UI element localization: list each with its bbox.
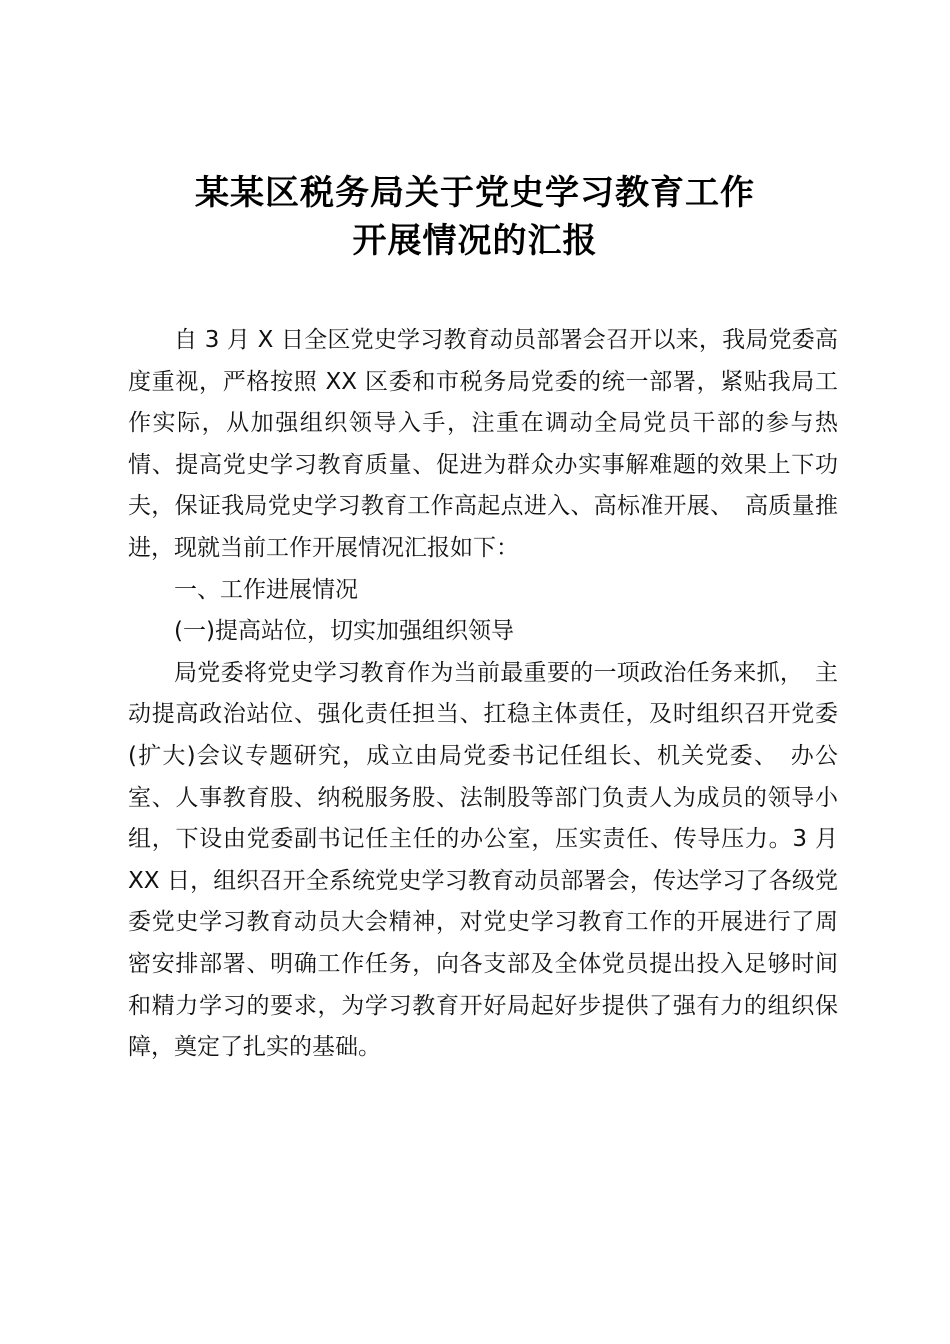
document-title-line-1: 某某区税务局关于党史学习教育工作 xyxy=(195,173,755,213)
body-paragraph: 局党委将党史学习教育作为当前最重要的一项政治任务来抓， 主动提高政治站位、强化责任担当、扛稳主体责任，及时组织召开党委(扩大)会议专题研究，成立由局党委书记任组长、机关党委、 办公室、人事教育股、纳税服务股、法制股等部门负责人为成员的领导小组，下设由党委副书记任主任的办公室，压实责任、传导压力。3 月 XX 日，组织召开全系统党史学习教育动员部署会，传达学习了各级党委党史学习教育动员大会精神，对党史学习教育工作的开展进行了周密安排部署、明确工作任务，向各支部及全体党员提出投入足够时间和精力学习的要求，为学习教育开好局起好步提供了强有力的组织保障，奠定了扎实的基础。 xyxy=(128,659,838,1061)
section-heading: 一、工作进展情况 xyxy=(174,576,358,603)
subsection-heading: (一)提高站位，切实加强组织领导 xyxy=(174,618,514,645)
intro-paragraph: 自 3 月 X 日全区党史学习教育动员部署会召开以来，我局党委高度重视，严格按照 XX 区委和市税务局党委的统一部署，紧贴我局工作实际，从加强组织领导入手，注重在调动全局党员干部的参与热情、提高党史学习教育质量、促进为群众办实事解难题的效果上下功夫，保证我局党史学习教育工作高起点进入、高标准开展、 高质量推进，现就当前工作开展情况汇报如下： xyxy=(128,327,838,561)
document-title-line-2: 开展情况的汇报 xyxy=(352,221,598,261)
document-body xyxy=(128,320,838,1069)
